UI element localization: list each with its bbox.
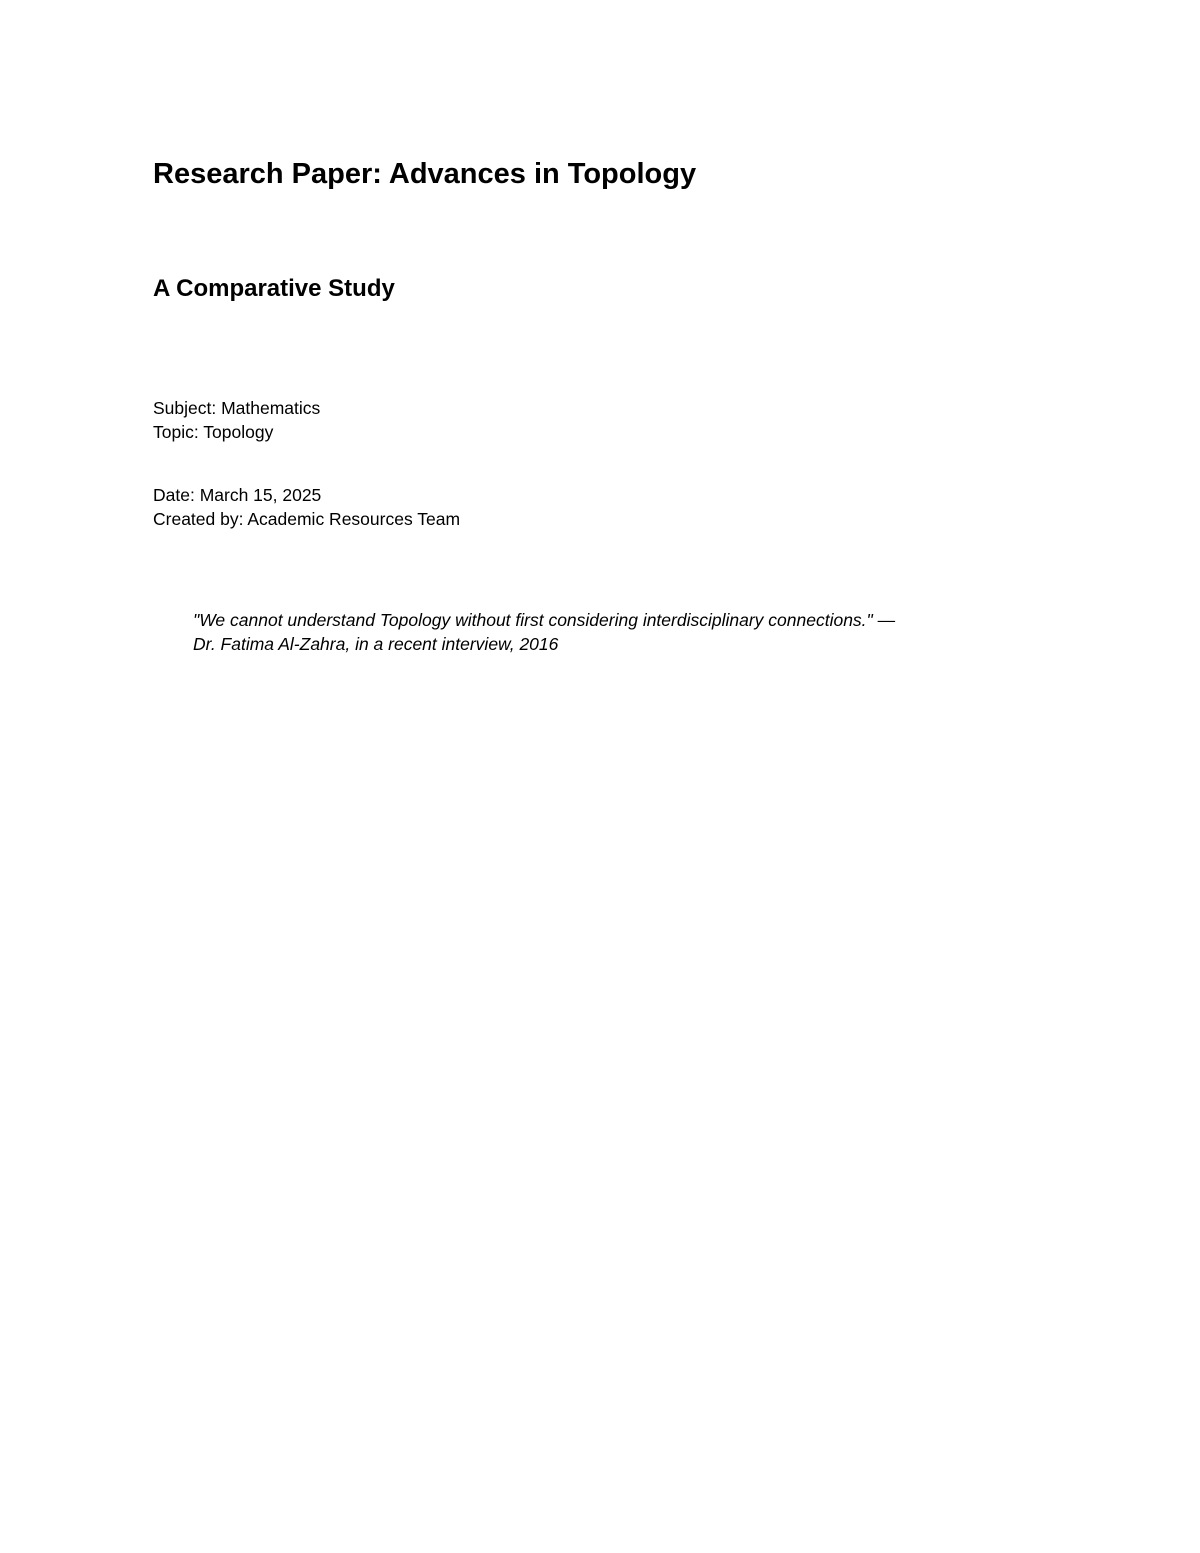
date-line: Date: March 15, 2025 [153, 485, 322, 505]
date-author-block [153, 483, 460, 531]
document-title: Research Paper: Advances in Topology [153, 158, 697, 190]
subject-topic-block [153, 396, 320, 444]
topic-line: Topic: Topology [153, 422, 274, 442]
document-subtitle: A Comparative Study [153, 275, 395, 302]
subject-line: Subject: Mathematics [153, 398, 321, 418]
quote-text: "We cannot understand Topology without first considering interdisciplinary connections." — [193, 610, 896, 630]
quote-attribution: Dr. Fatima Al-Zahra, in a recent interview, 2016 [193, 634, 559, 654]
epigraph-quote [193, 608, 1013, 656]
created-by-line: Created by: Academic Resources Team [153, 509, 461, 529]
